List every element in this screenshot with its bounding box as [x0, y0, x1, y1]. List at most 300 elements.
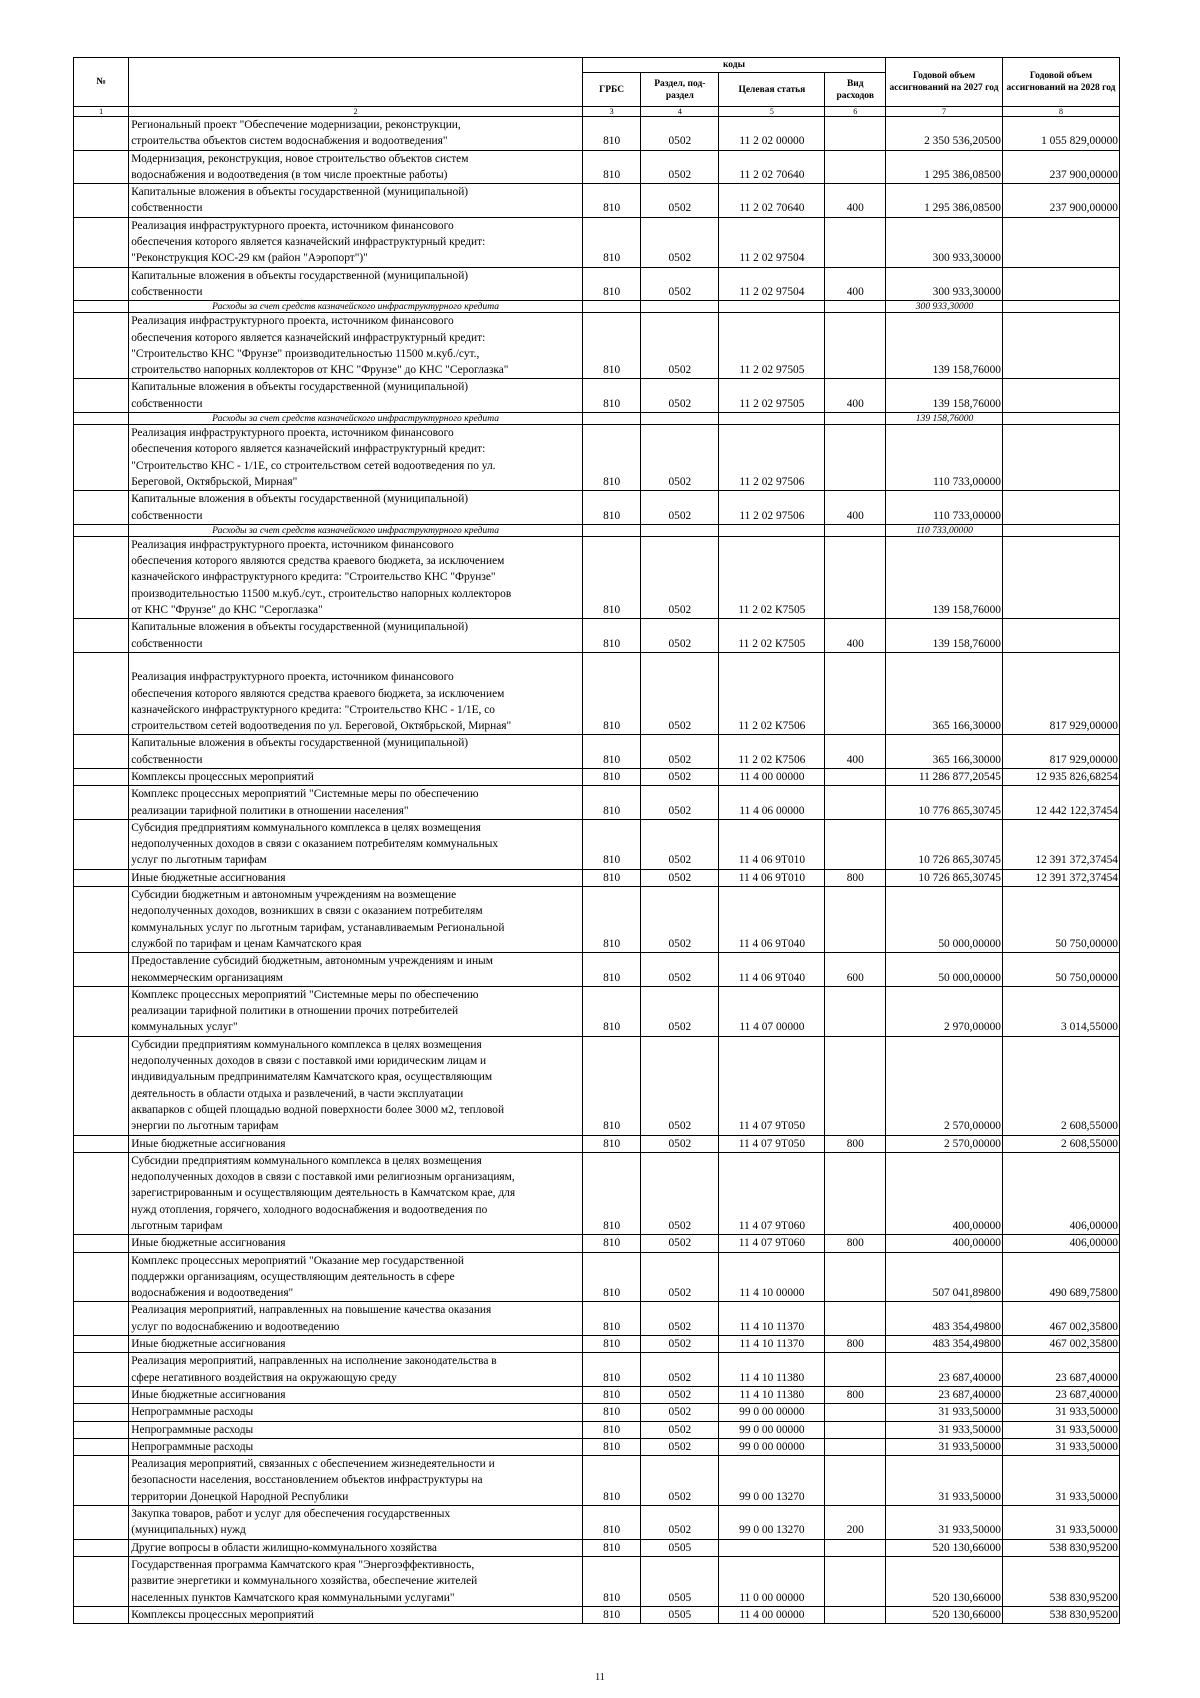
row-name: Иные бюджетные ассигнования [129, 1235, 583, 1252]
row-volume-2027: 10 726 865,30745 [886, 869, 1003, 886]
row-volume-2028: 3 014,55000 [1003, 986, 1120, 1036]
row-section: 0502 [641, 1456, 719, 1506]
row-number [74, 536, 129, 618]
table-row [74, 652, 1120, 734]
row-volume-2027: 507 041,89800 [886, 1252, 1003, 1302]
row-name: Комплекс процессных мероприятий "Системные меры по обеспечению реализации тарифной политики в отношении населения" [129, 786, 583, 820]
table-row [74, 1438, 1120, 1455]
row-name: Закупка товаров, работ и услуг для обеспечения государственных (муниципальных) нужд [129, 1506, 583, 1540]
column-number: 7 [886, 107, 1003, 117]
row-target: 11 4 07 9Т060 [719, 1235, 825, 1252]
column-number: 3 [582, 107, 640, 117]
row-section: 0502 [641, 425, 719, 491]
row-volume-2028: 490 689,75800 [1003, 1252, 1120, 1302]
row-volume-2028 [1003, 491, 1120, 525]
row-kind [825, 768, 886, 785]
row-volume-2027: 483 354,49800 [886, 1302, 1003, 1336]
row-kind: 400 [825, 379, 886, 413]
row-grbs: 810 [582, 1036, 640, 1135]
row-target: 11 2 02 97504 [719, 217, 825, 267]
row-volume-2028: 50 750,00000 [1003, 953, 1120, 987]
column-number: 6 [825, 107, 886, 117]
table-row [74, 150, 1120, 184]
table-row [74, 1302, 1120, 1336]
row-target: 11 2 02 00000 [719, 117, 825, 151]
row-number [74, 1152, 129, 1234]
row-number [74, 1539, 129, 1556]
column-number: 2 [129, 107, 583, 117]
row-name: Иные бюджетные ассигнования [129, 1386, 583, 1403]
row-target: 11 2 02 70640 [719, 150, 825, 184]
row-name: Капитальные вложения в объекты государственной (муниципальной) собственности [129, 735, 583, 769]
row-grbs: 810 [582, 184, 640, 218]
row-kind: 400 [825, 735, 886, 769]
row-grbs [582, 301, 640, 313]
row-target: 11 4 06 9Т040 [719, 887, 825, 953]
row-volume-2028: 31 933,50000 [1003, 1421, 1120, 1438]
table-row [74, 491, 1120, 525]
row-volume-2028: 23 687,40000 [1003, 1386, 1120, 1403]
row-section: 0502 [641, 986, 719, 1036]
row-grbs: 810 [582, 117, 640, 151]
table-header [74, 58, 1120, 117]
row-volume-2027: 520 130,66000 [886, 1606, 1003, 1623]
row-section: 0502 [641, 150, 719, 184]
row-target: 11 2 02 К7505 [719, 536, 825, 618]
table-row [74, 1556, 1120, 1606]
header-volume-2027: Годовой объем ассигнований на 2027 год [886, 58, 1003, 107]
row-number [74, 1252, 129, 1302]
row-number [74, 768, 129, 785]
row-volume-2027: 110 733,00000 [886, 491, 1003, 525]
row-section: 0502 [641, 1135, 719, 1152]
row-grbs: 810 [582, 1152, 640, 1234]
row-target: 11 2 02 97504 [719, 267, 825, 301]
row-volume-2027: 50 000,00000 [886, 887, 1003, 953]
row-volume-2028: 31 933,50000 [1003, 1506, 1120, 1540]
row-kind [825, 1036, 886, 1135]
row-number [74, 150, 129, 184]
row-grbs: 810 [582, 536, 640, 618]
row-grbs [582, 413, 640, 425]
budget-table-page [73, 57, 1120, 1624]
row-target: 99 0 00 00000 [719, 1421, 825, 1438]
row-volume-2028: 467 002,35800 [1003, 1336, 1120, 1353]
row-volume-2027: 10 726 865,30745 [886, 819, 1003, 869]
row-volume-2027: 2 350 536,20500 [886, 117, 1003, 151]
row-section: 0502 [641, 1353, 719, 1387]
row-grbs: 810 [582, 1353, 640, 1387]
row-kind [825, 1421, 886, 1438]
row-volume-2028: 2 608,55000 [1003, 1135, 1120, 1152]
row-volume-2028: 23 687,40000 [1003, 1353, 1120, 1387]
row-name: Субсидии предприятиям коммунального комплекса в целях возмещения недополученных доходов в связи с поставкой ими юридическим лицам и индивидуальным предпринимателям Камчатского края, осуществляющим деятельность в области отдыха и развлечений, в части эксплуатации аквапарков с общей площадью водной поверхности более 3000 м2, тепловой энергии по льготным тарифам [129, 1036, 583, 1135]
row-volume-2028 [1003, 267, 1120, 301]
row-name: Региональный проект "Обеспечение модернизации, реконструкции, строительства объектов систем водоснабжения и водоотведения" [129, 117, 583, 151]
row-kind: 800 [825, 1386, 886, 1403]
row-name: Комплекс процессных мероприятий "Оказание мер государственной поддержки организациям, осуществляющим деятельность в сфере водоснабжения и водоотведения" [129, 1252, 583, 1302]
row-section: 0502 [641, 184, 719, 218]
table-row [74, 1421, 1120, 1438]
row-kind [825, 301, 886, 313]
row-number [74, 953, 129, 987]
row-target: 11 2 02 97505 [719, 313, 825, 379]
row-volume-2027: 31 933,50000 [886, 1404, 1003, 1421]
row-section: 0502 [641, 313, 719, 379]
row-target: 11 2 02 К7506 [719, 735, 825, 769]
table-row [74, 735, 1120, 769]
table-row [74, 536, 1120, 618]
row-volume-2028 [1003, 524, 1120, 536]
row-grbs: 810 [582, 735, 640, 769]
row-target: 11 4 07 00000 [719, 986, 825, 1036]
row-volume-2028: 1 055 829,00000 [1003, 117, 1120, 151]
row-kind [825, 1252, 886, 1302]
row-target: 11 2 02 97506 [719, 491, 825, 525]
row-kind: 800 [825, 1135, 886, 1152]
row-number [74, 301, 129, 313]
table-row [74, 1252, 1120, 1302]
row-kind [825, 786, 886, 820]
row-number [74, 1606, 129, 1623]
row-number [74, 619, 129, 653]
row-grbs: 810 [582, 887, 640, 953]
row-volume-2028: 50 750,00000 [1003, 887, 1120, 953]
row-grbs: 810 [582, 786, 640, 820]
row-target: 11 4 10 00000 [719, 1252, 825, 1302]
row-number [74, 217, 129, 267]
row-target: 99 0 00 00000 [719, 1438, 825, 1455]
row-kind [825, 1539, 886, 1556]
row-target: 11 2 02 К7505 [719, 619, 825, 653]
row-kind [825, 425, 886, 491]
row-kind: 800 [825, 869, 886, 886]
row-volume-2027: 139 158,76000 [886, 619, 1003, 653]
row-target: 11 4 07 9Т060 [719, 1152, 825, 1234]
row-section: 0502 [641, 491, 719, 525]
row-section: 0502 [641, 117, 719, 151]
row-kind [825, 1456, 886, 1506]
row-target [719, 413, 825, 425]
row-section: 0502 [641, 768, 719, 785]
row-kind: 400 [825, 491, 886, 525]
row-name: Предоставление субсидий бюджетным, автономным учреждениям и иным некоммерческим организациям [129, 953, 583, 987]
row-section: 0502 [641, 379, 719, 413]
row-section: 0502 [641, 267, 719, 301]
row-number [74, 652, 129, 734]
row-kind [825, 887, 886, 953]
column-number: 5 [719, 107, 825, 117]
row-target: 11 2 02 70640 [719, 184, 825, 218]
row-number [74, 1456, 129, 1506]
row-target: 11 0 00 00000 [719, 1556, 825, 1606]
note-row [74, 413, 1120, 425]
row-section: 0505 [641, 1606, 719, 1623]
row-section: 0502 [641, 819, 719, 869]
row-name: Иные бюджетные ассигнования [129, 1336, 583, 1353]
table-row [74, 425, 1120, 491]
row-volume-2028: 817 929,00000 [1003, 735, 1120, 769]
table-row [74, 869, 1120, 886]
budget-allocation-table [73, 57, 1120, 1624]
row-kind [825, 819, 886, 869]
row-volume-2027: 365 166,30000 [886, 735, 1003, 769]
table-row [74, 1539, 1120, 1556]
row-kind [825, 1302, 886, 1336]
row-name: Государственная программа Камчатского края "Энергоэффективность, развитие энергетики и коммунального хозяйства, обеспечение жителей населенных пунктов Камчатского края коммунальными услугами" [129, 1556, 583, 1606]
row-volume-2027: 23 687,40000 [886, 1386, 1003, 1403]
row-section: 0502 [641, 1421, 719, 1438]
table-row [74, 1506, 1120, 1540]
row-volume-2028: 2 608,55000 [1003, 1036, 1120, 1135]
row-grbs: 810 [582, 1252, 640, 1302]
table-row [74, 117, 1120, 151]
row-kind [825, 1606, 886, 1623]
row-volume-2027: 139 158,76000 [886, 313, 1003, 379]
row-grbs: 810 [582, 425, 640, 491]
row-kind [825, 413, 886, 425]
row-number [74, 1386, 129, 1403]
table-row [74, 1404, 1120, 1421]
row-number [74, 1438, 129, 1455]
row-kind: 400 [825, 184, 886, 218]
row-number [74, 491, 129, 525]
row-grbs: 810 [582, 379, 640, 413]
row-volume-2028 [1003, 536, 1120, 618]
row-volume-2028: 467 002,35800 [1003, 1302, 1120, 1336]
header-volume-2028: Годовой объем ассигнований на 2028 год [1003, 58, 1120, 107]
row-section: 0502 [641, 1252, 719, 1302]
row-volume-2027: 2 570,00000 [886, 1036, 1003, 1135]
row-name: Субсидия предприятиям коммунального комплекса в целях возмещения недополученных доходов в связи с оказанием потребителям коммунальных услуг по льготным тарифам [129, 819, 583, 869]
row-name: Непрограммные расходы [129, 1421, 583, 1438]
row-volume-2027: 2 570,00000 [886, 1135, 1003, 1152]
row-volume-2027: 520 130,66000 [886, 1556, 1003, 1606]
row-target: 11 4 06 9Т040 [719, 953, 825, 987]
row-volume-2028: 538 830,95200 [1003, 1556, 1120, 1606]
row-name: Субсидии предприятиям коммунального комплекса в целях возмещения недополученных доходов в связи с поставкой ими религиозным организациям, зарегистрированным и осуществляющим деятельность в Камчатском крае, для нужд отопления, горячего, холодного водоснабжения и водоотведения по льготным тарифам [129, 1152, 583, 1234]
row-name: Непрограммные расходы [129, 1438, 583, 1455]
row-section: 0502 [641, 217, 719, 267]
row-volume-2028: 12 391 372,37454 [1003, 819, 1120, 869]
row-volume-2027: 400,00000 [886, 1235, 1003, 1252]
row-kind [825, 1353, 886, 1387]
row-number [74, 1353, 129, 1387]
row-grbs: 810 [582, 150, 640, 184]
row-volume-2027: 31 933,50000 [886, 1421, 1003, 1438]
row-name: Капитальные вложения в объекты государственной (муниципальной) собственности [129, 491, 583, 525]
row-number [74, 986, 129, 1036]
row-section: 0502 [641, 735, 719, 769]
note-row [74, 301, 1120, 313]
row-grbs: 810 [582, 1386, 640, 1403]
row-kind [825, 217, 886, 267]
row-section [641, 413, 719, 425]
row-section [641, 524, 719, 536]
table-row [74, 217, 1120, 267]
table-row [74, 1036, 1120, 1135]
row-number [74, 1556, 129, 1606]
row-volume-2028: 406,00000 [1003, 1152, 1120, 1234]
row-grbs: 810 [582, 1235, 640, 1252]
row-name: Иные бюджетные ассигнования [129, 1135, 583, 1152]
table-row [74, 1135, 1120, 1152]
row-volume-2027: 300 933,30000 [886, 301, 1003, 313]
row-grbs: 810 [582, 491, 640, 525]
row-section: 0502 [641, 953, 719, 987]
row-target: 99 0 00 13270 [719, 1456, 825, 1506]
row-volume-2027: 31 933,50000 [886, 1506, 1003, 1540]
row-section: 0502 [641, 619, 719, 653]
row-name: Реализация инфраструктурного проекта, источником финансового обеспечения которого является казначейский инфраструктурный кредит: "Строительство КНС - 1/1Е, со строительством сетей водоотведения по ул. Береговой, Октябрьской, Мирная" [129, 425, 583, 491]
row-number [74, 1235, 129, 1252]
header-section: Раздел, под-раздел [641, 73, 719, 107]
row-volume-2027: 139 158,76000 [886, 413, 1003, 425]
row-section: 0505 [641, 1539, 719, 1556]
row-volume-2028: 12 935 826,68254 [1003, 768, 1120, 785]
row-section: 0502 [641, 1404, 719, 1421]
row-volume-2028 [1003, 425, 1120, 491]
row-volume-2028 [1003, 217, 1120, 267]
table-row [74, 619, 1120, 653]
row-name: Реализация инфраструктурного проекта, источником финансового обеспечения которого является казначейский инфраструктурный кредит: "Реконструкция КОС-29 км (район "Аэропорт")" [129, 217, 583, 267]
table-row [74, 986, 1120, 1036]
row-section: 0502 [641, 869, 719, 886]
row-target: 11 2 02 97505 [719, 379, 825, 413]
row-section: 0502 [641, 786, 719, 820]
row-target [719, 524, 825, 536]
row-name: Расходы за счет средств казначейского инфраструктурного кредита [129, 524, 583, 536]
row-target [719, 301, 825, 313]
row-number [74, 184, 129, 218]
row-grbs: 810 [582, 1506, 640, 1540]
row-name: Реализация инфраструктурного проекта, источником финансового обеспечения которого являются средства краевого бюджета, за исключением казначейского инфраструктурного кредита: "Строительство КНС "Фрунзе" производительностью 11500 м.куб./сут., строительство напорных коллекторов от КНС "Фрунзе" до КНС "Сероглазка" [129, 536, 583, 618]
row-name: Комплекс процессных мероприятий "Системные меры по обеспечению реализации тарифной политики в отношении прочих потребителей коммунальных услуг" [129, 986, 583, 1036]
row-target: 99 0 00 13270 [719, 1506, 825, 1540]
row-grbs: 810 [582, 869, 640, 886]
row-name: Комплексы процессных мероприятий [129, 768, 583, 785]
row-kind [825, 986, 886, 1036]
row-grbs: 810 [582, 1404, 640, 1421]
row-kind [825, 150, 886, 184]
row-kind: 400 [825, 267, 886, 301]
row-number [74, 313, 129, 379]
row-grbs: 810 [582, 1606, 640, 1623]
row-volume-2027: 1 295 386,08500 [886, 150, 1003, 184]
row-target: 11 4 00 00000 [719, 768, 825, 785]
row-volume-2027: 483 354,49800 [886, 1336, 1003, 1353]
row-number [74, 869, 129, 886]
row-target: 11 2 02 97506 [719, 425, 825, 491]
row-number [74, 1336, 129, 1353]
row-target: 11 4 06 9Т010 [719, 869, 825, 886]
row-number [74, 379, 129, 413]
table-body [74, 117, 1120, 1624]
row-section: 0502 [641, 887, 719, 953]
header-kind: Вид расходов [825, 73, 886, 107]
row-volume-2027: 1 295 386,08500 [886, 184, 1003, 218]
row-kind: 400 [825, 619, 886, 653]
row-section: 0502 [641, 536, 719, 618]
header-grbs: ГРБС [582, 73, 640, 107]
row-volume-2027: 139 158,76000 [886, 379, 1003, 413]
row-target: 11 4 10 11380 [719, 1386, 825, 1403]
row-section: 0502 [641, 1302, 719, 1336]
row-target: 11 4 06 00000 [719, 786, 825, 820]
row-number [74, 1404, 129, 1421]
row-name: Модернизация, реконструкция, новое строительство объектов систем водоснабжения и водоотведения (в том числе проектные работы) [129, 150, 583, 184]
row-volume-2027: 139 158,76000 [886, 536, 1003, 618]
row-grbs: 810 [582, 1336, 640, 1353]
row-name: Расходы за счет средств казначейского инфраструктурного кредита [129, 301, 583, 313]
row-name: Другие вопросы в области жилищно-коммунального хозяйства [129, 1539, 583, 1556]
table-row [74, 819, 1120, 869]
row-kind: 200 [825, 1506, 886, 1540]
row-volume-2028: 538 830,95200 [1003, 1606, 1120, 1623]
table-row [74, 786, 1120, 820]
row-volume-2027: 50 000,00000 [886, 953, 1003, 987]
table-row [74, 887, 1120, 953]
row-grbs: 810 [582, 619, 640, 653]
row-name: Реализация мероприятий, связанных с обеспечением жизнедеятельности и безопасности населения, восстановлением объектов инфраструктуры на территории Донецкой Народной Республики [129, 1456, 583, 1506]
row-kind [825, 1404, 886, 1421]
row-target: 11 4 10 11370 [719, 1302, 825, 1336]
row-kind [825, 1438, 886, 1455]
row-name: Иные бюджетные ассигнования [129, 869, 583, 886]
row-kind [825, 1152, 886, 1234]
row-volume-2028: 31 933,50000 [1003, 1456, 1120, 1506]
row-target: 11 4 07 9Т050 [719, 1135, 825, 1152]
table-row [74, 1336, 1120, 1353]
table-row [74, 1606, 1120, 1623]
table-row [74, 267, 1120, 301]
row-name: Капитальные вложения в объекты государственной (муниципальной) собственности [129, 184, 583, 218]
row-name: Реализация мероприятий, направленных на исполнение законодательства в сфере негативного воздействия на окружающую среду [129, 1353, 583, 1387]
row-grbs: 810 [582, 819, 640, 869]
row-name: Капитальные вложения в объекты государственной (муниципальной) собственности [129, 619, 583, 653]
row-name: Субсидии бюджетным и автономным учреждениям на возмещение недополученных доходов, возникших в связи с оказанием потребителям коммунальных услуг по льготным тарифам, устанавливаемым Региональной службой по тарифам и ценам Камчатского края [129, 887, 583, 953]
row-name: Расходы за счет средств казначейского инфраструктурного кредита [129, 413, 583, 425]
row-name: Реализация инфраструктурного проекта, источником финансового обеспечения которого являются средства краевого бюджета, за исключением казначейского инфраструктурного кредита: "Строительство КНС - 1/1Е, со строительством сетей водоотведения по ул. Береговой, Октябрьской, Мирная" [129, 652, 583, 734]
row-section: 0502 [641, 1438, 719, 1455]
row-volume-2028 [1003, 619, 1120, 653]
table-row [74, 953, 1120, 987]
row-number [74, 1421, 129, 1438]
row-volume-2027: 110 733,00000 [886, 524, 1003, 536]
row-section: 0502 [641, 652, 719, 734]
row-target: 11 4 10 11370 [719, 1336, 825, 1353]
row-volume-2027: 400,00000 [886, 1152, 1003, 1234]
row-number [74, 524, 129, 536]
row-target: 11 4 06 9Т010 [719, 819, 825, 869]
table-row [74, 379, 1120, 413]
row-section: 0502 [641, 1386, 719, 1403]
row-volume-2028 [1003, 413, 1120, 425]
row-grbs: 810 [582, 1421, 640, 1438]
row-name: Комплексы процессных мероприятий [129, 1606, 583, 1623]
table-row [74, 1235, 1120, 1252]
row-volume-2028: 817 929,00000 [1003, 652, 1120, 734]
row-kind [825, 524, 886, 536]
header-name [129, 58, 583, 107]
row-volume-2027: 10 776 865,30745 [886, 786, 1003, 820]
row-target: 11 2 02 К7506 [719, 652, 825, 734]
column-number: 4 [641, 107, 719, 117]
page-number: 11 [595, 1672, 605, 1683]
row-volume-2028 [1003, 301, 1120, 313]
row-section [641, 301, 719, 313]
row-grbs: 810 [582, 768, 640, 785]
